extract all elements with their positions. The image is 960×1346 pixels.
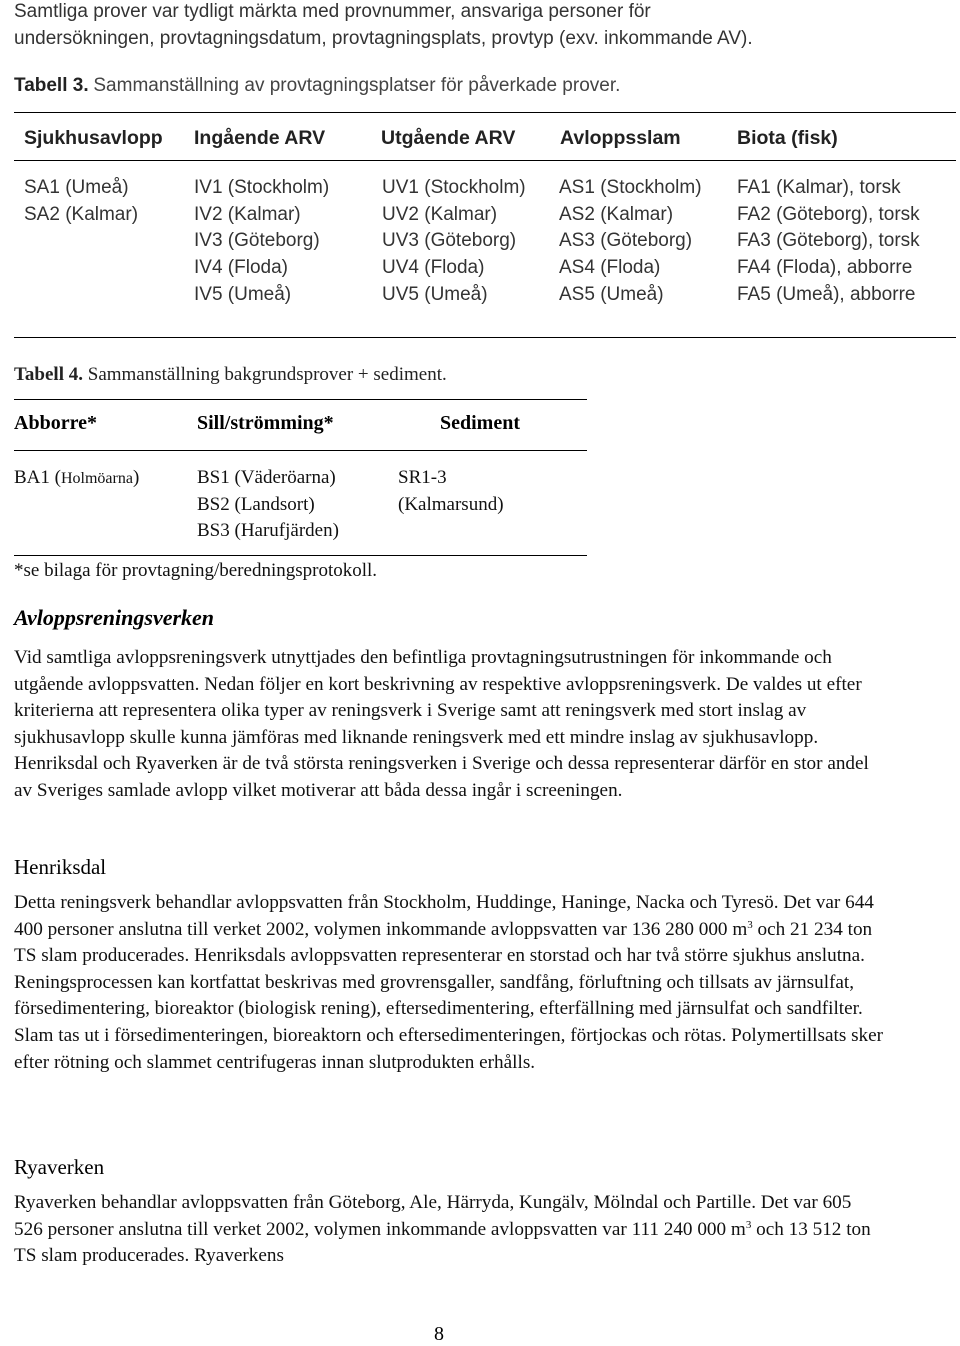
table-cell: IV4 (Floda) [194, 257, 288, 279]
table3-col-biota [737, 175, 920, 308]
table-cell: FA4 (Floda), abborre [737, 257, 913, 279]
section-heading-ryaverken: Ryaverken [14, 1155, 105, 1179]
superscript: 3 [745, 1218, 752, 1231]
table-cell: FA2 (Göteborg), torsk [737, 203, 920, 225]
table-cell: SR1-3 [398, 467, 447, 488]
table-cell: SA2 (Kalmar) [24, 203, 139, 225]
table4-header-sill: Sill/strömming* [197, 412, 334, 434]
table3-bottom-rule [14, 337, 956, 338]
table3-caption-text: Sammanställning av provtagningsplatser för påverkade prover. [93, 75, 621, 96]
table-cell: IV5 (Umeå) [194, 283, 292, 305]
table3-col-utgaende [382, 175, 526, 308]
table-cell: UV3 (Göteborg) [382, 230, 517, 252]
table-cell: UV1 (Stockholm) [382, 177, 526, 198]
table3-header-utgaende: Utgående ARV [381, 127, 516, 149]
text-run: Detta reningsverk behandlar avloppsvatten från Stockholm, Huddinge, Haninge, Nacka och Tyresö. Det var 644 400 personer anslutna till verket 2002, volymen inkommande avloppsvatten var 136 280 000 m [14, 892, 874, 940]
table-cell: IV2 (Kalmar) [194, 203, 301, 225]
text-run: Ryaverken behandlar avloppsvatten från Göteborg, Ale, Härryda, Kungälv, Mölndal och Partille. Det var 605 526 personer anslutna till verket 2002, volymen inkommande avloppsvatten var 111 240 000 m [14, 1192, 852, 1240]
section-heading-avloppsreningsverken: Avloppsreningsverken [14, 605, 215, 630]
table3-col-avloppsslam [559, 175, 702, 308]
paragraph: Vid samtliga avloppsreningsverk utnyttjades den befintliga provtagningsutrustningen för inkommande och utgående avloppsvatten. Nedan följer en kort beskrivning av respektive avloppsreningsverk. De valdes ut efter kriterierna att representera olika typer av reningsverk i Sverige samt att reningsverk med stort inslag av sjukhusavlopp skulle kunna jämföras med liknande reningsverk med ett mindre inslag av sjukhusavlopp. Henriksdal och Ryaverken är de två största reningsverken i Sverige och dessa representerar därför en stor andel av Sveriges samlade avlopp vilket motiverar att båda dessa ingår i screeningen. [14, 647, 869, 801]
table-cell: UV2 (Kalmar) [382, 203, 498, 225]
table-cell: IV3 (Göteborg) [194, 230, 320, 252]
table-cell: AS5 (Umeå) [559, 283, 664, 305]
table-cell: SA1 (Umeå) [24, 177, 129, 198]
table3-caption [14, 73, 620, 99]
table-cell: AS2 (Kalmar) [559, 203, 674, 225]
table4-col-sill [197, 465, 339, 545]
superscript: 3 [747, 918, 753, 931]
table4-header-rule [14, 450, 587, 451]
table3-header-biota: Biota (fisk) [737, 127, 838, 149]
table-cell: BS2 (Landsort) [197, 493, 315, 515]
table-cell: UV4 (Floda) [382, 257, 485, 279]
table-cell: FA5 (Umeå), abborre [737, 283, 916, 305]
table-cell: FA1 (Kalmar), torsk [737, 177, 901, 198]
table4-footnote: *se bilaga för provtagning/beredningsprotokoll. [14, 560, 378, 581]
section-henriksdal-text [14, 890, 884, 1076]
table3-header-rule [14, 160, 956, 161]
table4-header-sediment: Sediment [440, 412, 520, 434]
page-number: 8 [434, 1323, 444, 1345]
table3-header-ingaende: Ingående ARV [194, 127, 326, 149]
paragraph [14, 1190, 884, 1270]
table-cell: IV1 (Stockholm) [194, 177, 330, 198]
table4-caption [14, 362, 447, 388]
table4-cell-abborre [14, 465, 139, 492]
paragraph: Reningsprocessen kan kortfattat beskrivas med grovrensgaller, sandfång, förluftning och tillsats av järnsulfat, försedimentering, bioreaktor (biologisk rening), eftersedimentering, efterfällning med järnsulfat och sandfilter. Slam tas ut i försedimenteringen, bioreaktorn och eftersedimenteringen, förtjockas och rötas. Polymertillsats sker efter rötning och slammet centrifugeras innan slutprodukten erhålls. [14, 971, 884, 1073]
table3-col-ingaende [194, 175, 329, 308]
text-run: och 13 512 ton TS slam producerades. Ryaverkens [14, 1218, 871, 1267]
table-cell: BS1 (Väderöarna) [197, 467, 336, 488]
table3-top-rule [14, 112, 956, 113]
table-cell: AS1 (Stockholm) [559, 177, 702, 198]
table4-place: Holmöarna [60, 470, 133, 487]
table-cell: AS4 (Floda) [559, 257, 661, 279]
table3-label: Tabell 3. [14, 75, 89, 96]
table3-header-sjukhusavlopp: Sjukhusavlopp [24, 127, 163, 149]
table4-top-rule [14, 399, 587, 400]
table-cell: (Kalmarsund) [398, 493, 504, 515]
table4-close: ) [132, 467, 140, 488]
table3-col-sjukhusavlopp [24, 175, 138, 228]
section-ryaverken-text [14, 1190, 884, 1270]
intro-line-1: Samtliga prover var tydligt märkta med provnummer, ansvariga personer för [14, 1, 651, 22]
table4-header-abborre: Abborre* [14, 412, 97, 434]
table-cell: FA3 (Göteborg), torsk [737, 230, 920, 252]
table4-bottom-rule [14, 555, 587, 556]
table-cell: UV5 (Umeå) [382, 283, 488, 305]
table-cell: BS3 (Harufjärden) [197, 520, 339, 542]
table-cell: AS3 (Göteborg) [559, 230, 693, 252]
table3-header-avloppsslam: Avloppsslam [560, 127, 681, 149]
section-heading-henriksdal: Henriksdal [14, 855, 107, 879]
paragraph [14, 890, 884, 970]
table4-code: BA1 ( [14, 467, 61, 488]
table4-caption-text: Sammanställning bakgrundsprover + sediment. [87, 364, 447, 385]
intro-line-2: undersökningen, provtagningsdatum, provtagningsplats, provtyp (exv. inkommande AV). [14, 28, 753, 49]
table4-label: Tabell 4. [14, 364, 83, 385]
text-run: och 21 234 ton TS slam producerades. Henriksdals avloppsvatten representerar en storstad och har två större sjukhus anslutna. [14, 918, 873, 967]
section-avlopp-paragraph [14, 645, 884, 805]
table4-col-sediment [398, 465, 504, 518]
